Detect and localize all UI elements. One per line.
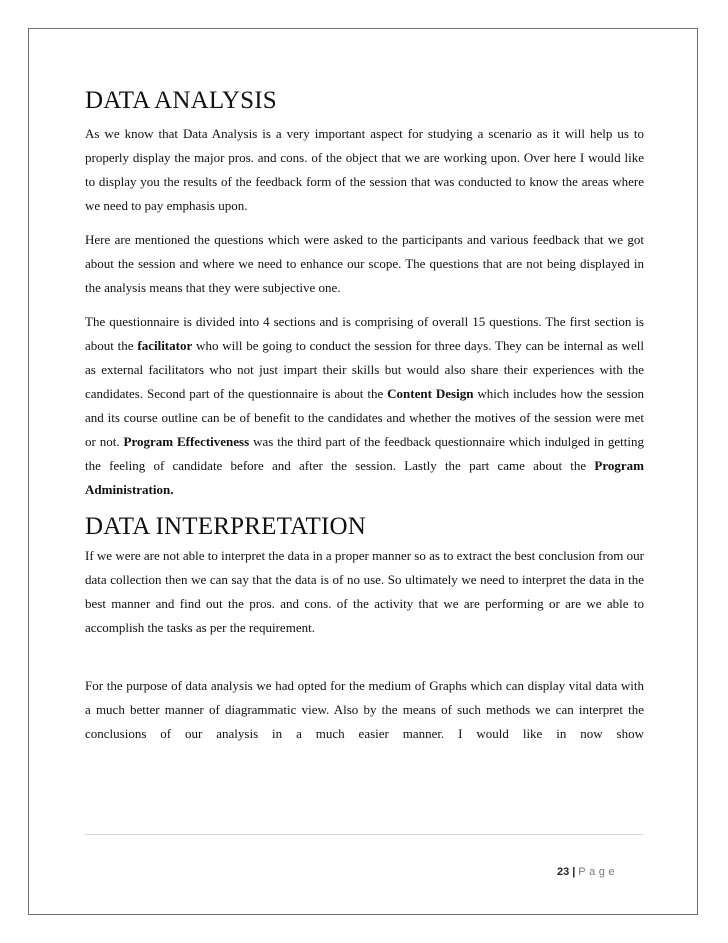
page-separator: | (572, 866, 576, 878)
heading-data-interpretation: DATA INTERPRETATION (85, 513, 367, 540)
text-segment: which includes how the session and its course outline can be of benefit to the candidates and whether the motives of the session were met or not. (85, 386, 645, 449)
paragraph-intro: As we know that Data Analysis is a very important aspect for studying a scenario as it will help us to properly display the major pros. and cons. of the object that we are working upon. Over here I would like to display you the results of the feedback form of the session that was conducted to know the areas where we need to pay emphasis upon. (85, 126, 644, 213)
bold-term-program-effectiveness: Program Effectiveness (123, 434, 250, 449)
bold-term-content-design: Content Design (387, 386, 474, 401)
heading-data-analysis: DATA ANALYSIS (85, 87, 277, 114)
document-body (85, 86, 644, 746)
paragraph-interpretation: If we were are not able to interpret the data in a proper manner so as to extract the best conclusion from our data collection then we can say that the data is of no use. So ultimately we need to interpret the data in the best manner and find out the pros. and cons. of the activity that we are performing or are we able to accomplish the tasks as per the requirement. (85, 548, 644, 635)
paragraph-questionnaire (85, 310, 644, 502)
text-segment: who will be going to conduct the session for three days. They can be internal as well as external facilitators who not just impart their skills but would also share their experiences with the candidates. Second part of the questionnaire is about the (85, 338, 644, 401)
page-label: Page (578, 866, 618, 878)
paragraph-questions: Here are mentioned the questions which were asked to the participants and various feedback that we got about the session and where we need to enhance our scope. The questions that are not being displayed in the analysis means that they were subjective one. (85, 232, 644, 295)
text-segment: The questionnaire is divided into 4 sections and is comprising of overall 15 questions. The first section is about the (85, 314, 644, 353)
bold-term-facilitator: facilitator (137, 338, 193, 353)
footer-rule (85, 834, 644, 835)
bold-term-program-administration: Program Administration. (85, 458, 644, 497)
paragraph-graphs: For the purpose of data analysis we had opted for the medium of Graphs which can display vital data with a much better manner of diagrammatic view. Also by the means of such methods we can interpret the conclusions of our analysis in a much easier manner. I would like in now show (85, 678, 644, 741)
page-number-footer (0, 866, 618, 878)
page-number: 23 (556, 866, 570, 878)
text-segment: was the third part of the feedback questionnaire which indulged in getting the feeling of candidate before and after the session. Lastly the part came about the (85, 434, 644, 473)
